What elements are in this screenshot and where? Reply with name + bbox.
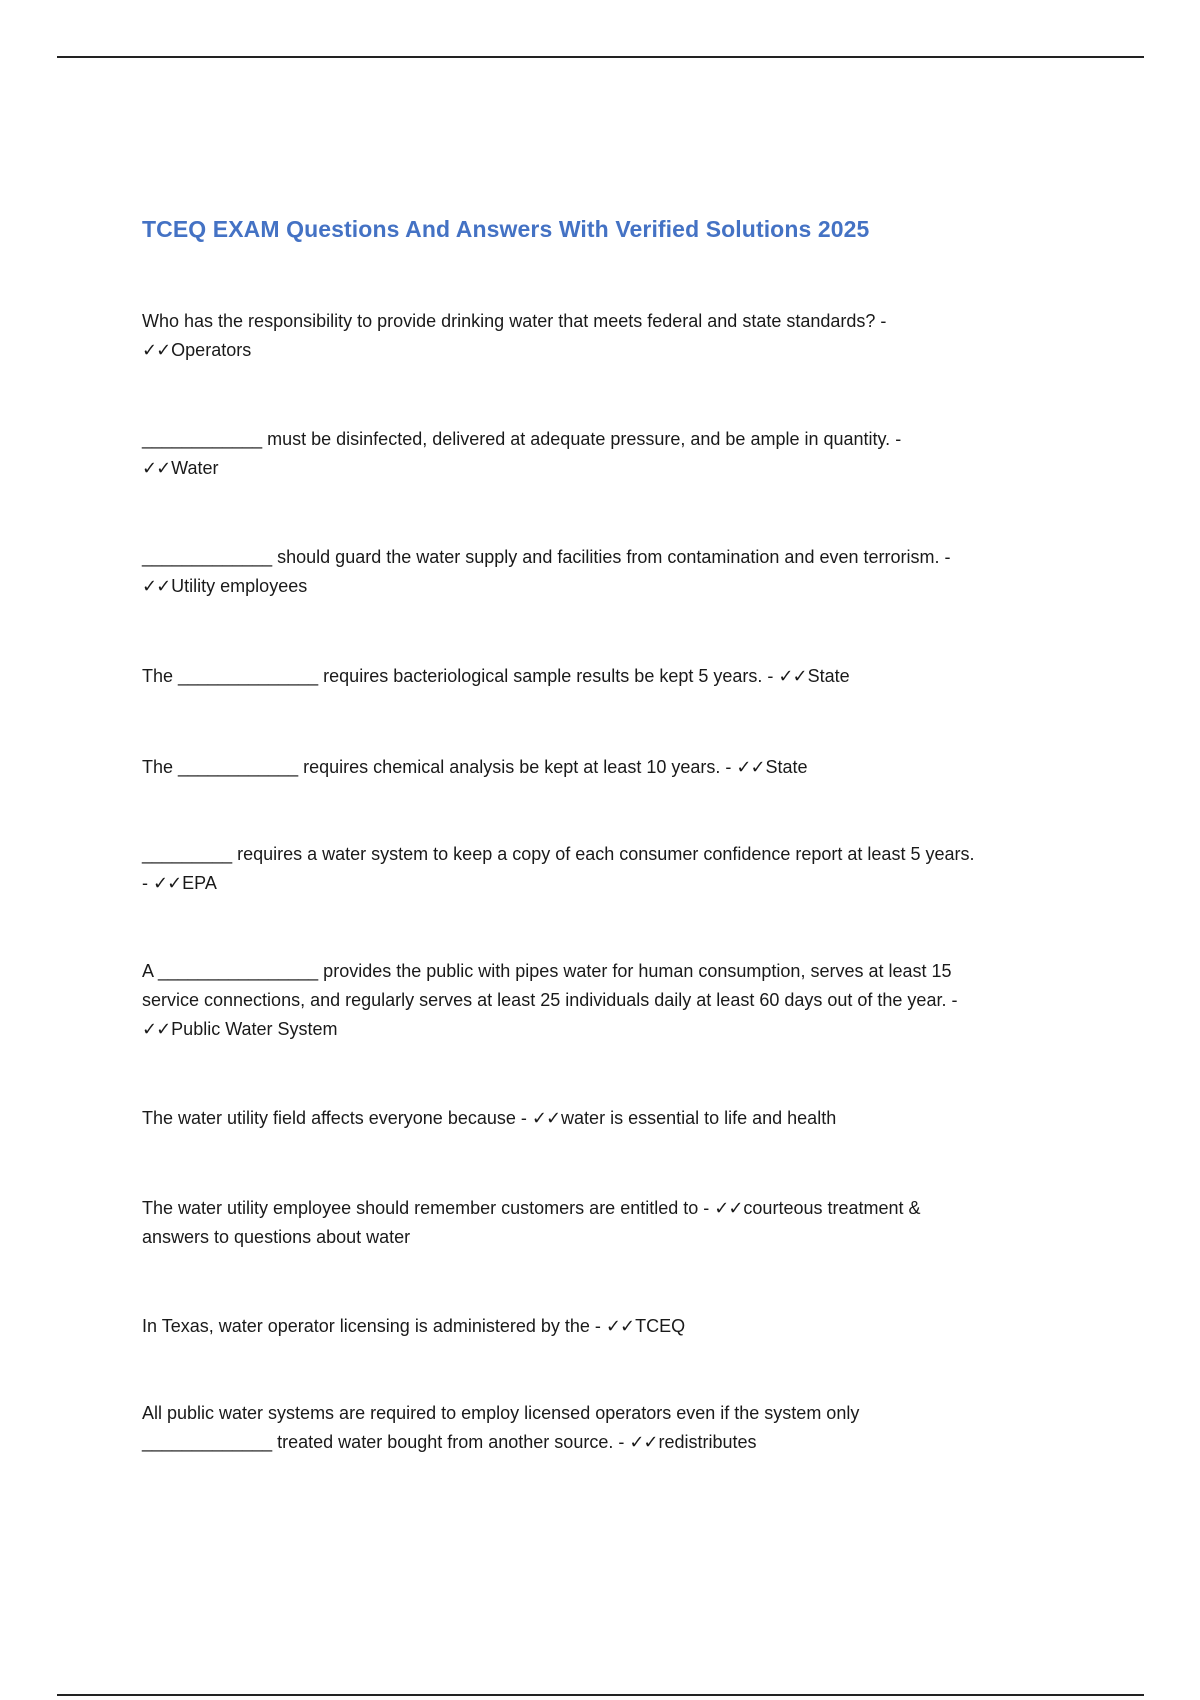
answer-text: redistributes: [658, 1432, 757, 1452]
qa-item: [142, 543, 1062, 601]
answer-text: Operators: [171, 340, 252, 360]
answer-text: Utility employees: [171, 576, 308, 596]
answer-text: courteous treatment &: [743, 1198, 921, 1218]
footer-rule: [57, 1694, 1144, 1696]
question-text: In Texas, water operator licensing is administered by the -: [142, 1316, 606, 1336]
qa-item: [142, 840, 1062, 898]
double-check-icon: ✓✓: [629, 1432, 658, 1452]
answer-line: [142, 1015, 1062, 1044]
question-text: The ____________ requires chemical analysis be kept at least 10 years. -: [142, 757, 737, 777]
qa-item: [142, 1312, 1062, 1341]
double-check-icon: ✓✓: [714, 1198, 743, 1218]
question-answer-line: [142, 662, 1062, 691]
qa-item: [142, 957, 1062, 1044]
answer-text: State: [807, 666, 850, 686]
question-text: Who has the responsibility to provide drinking water that meets federal and state standards? -: [142, 311, 887, 331]
answer-text: water is essential to life and health: [561, 1108, 837, 1128]
question-text: ____________ must be disinfected, delivered at adequate pressure, and be ample in quantity. -: [142, 429, 902, 449]
question-text: The water utility field affects everyone because -: [142, 1108, 532, 1128]
answer-text: State: [765, 757, 808, 777]
qa-item: [142, 425, 1062, 483]
answer-text: Public Water System: [171, 1019, 338, 1039]
question-text: The water utility employee should remember customers are entitled to -: [142, 1198, 715, 1218]
document-title: TCEQ EXAM Questions And Answers With Verified Solutions 2025: [142, 216, 870, 242]
qa-item: [142, 1194, 1062, 1252]
question-text: The ______________ requires bacteriological sample results be kept 5 years. -: [142, 666, 779, 686]
question-answer-line: [142, 1312, 1062, 1341]
question-text: _________ requires a water system to keep a copy of each consumer confidence report at least 5 years.: [142, 844, 975, 864]
qa-item: [142, 1104, 1062, 1133]
qa-item: [142, 1399, 1062, 1457]
answer-line: [142, 572, 1062, 601]
answer-text: TCEQ: [635, 1316, 686, 1336]
double-check-icon: ✓✓: [142, 458, 171, 478]
question-text: service connections, and regularly serves at least 25 individuals daily at least 60 days out of the year. -: [142, 990, 958, 1010]
answer-line: [142, 454, 1062, 483]
qa-item: [142, 307, 1062, 365]
question-text: _____________ treated water bought from another source. -: [142, 1432, 630, 1452]
double-check-icon: ✓✓: [153, 873, 182, 893]
question-text: A ________________ provides the public with pipes water for human consumption, serves at least 15: [142, 961, 952, 981]
question-answer-line: [142, 753, 1062, 782]
question-text: _____________ should guard the water supply and facilities from contamination and even terrorism. -: [142, 547, 951, 567]
question-text: All public water systems are required to employ licensed operators even if the system only: [142, 1403, 860, 1423]
answer-line: [142, 336, 1062, 365]
double-check-icon: ✓✓: [531, 1108, 561, 1128]
double-check-icon: ✓✓: [736, 757, 765, 777]
answer-line: [142, 869, 1062, 898]
double-check-icon: ✓✓: [605, 1316, 635, 1336]
question-answer-line: [142, 1194, 1062, 1223]
question-answer-line: [142, 1104, 1062, 1133]
qa-item: [142, 753, 1062, 782]
double-check-icon: ✓✓: [142, 340, 171, 360]
double-check-icon: ✓✓: [142, 576, 171, 596]
answer-continuation: answers to questions about water: [142, 1227, 411, 1247]
question-answer-line: [142, 1428, 1062, 1457]
double-check-icon: ✓✓: [778, 666, 807, 686]
answer-prefix: -: [142, 873, 153, 893]
header-rule: [57, 56, 1144, 58]
answer-text: Water: [171, 458, 219, 478]
qa-item: [142, 662, 1062, 691]
double-check-icon: ✓✓: [142, 1019, 171, 1039]
answer-text: EPA: [182, 873, 217, 893]
